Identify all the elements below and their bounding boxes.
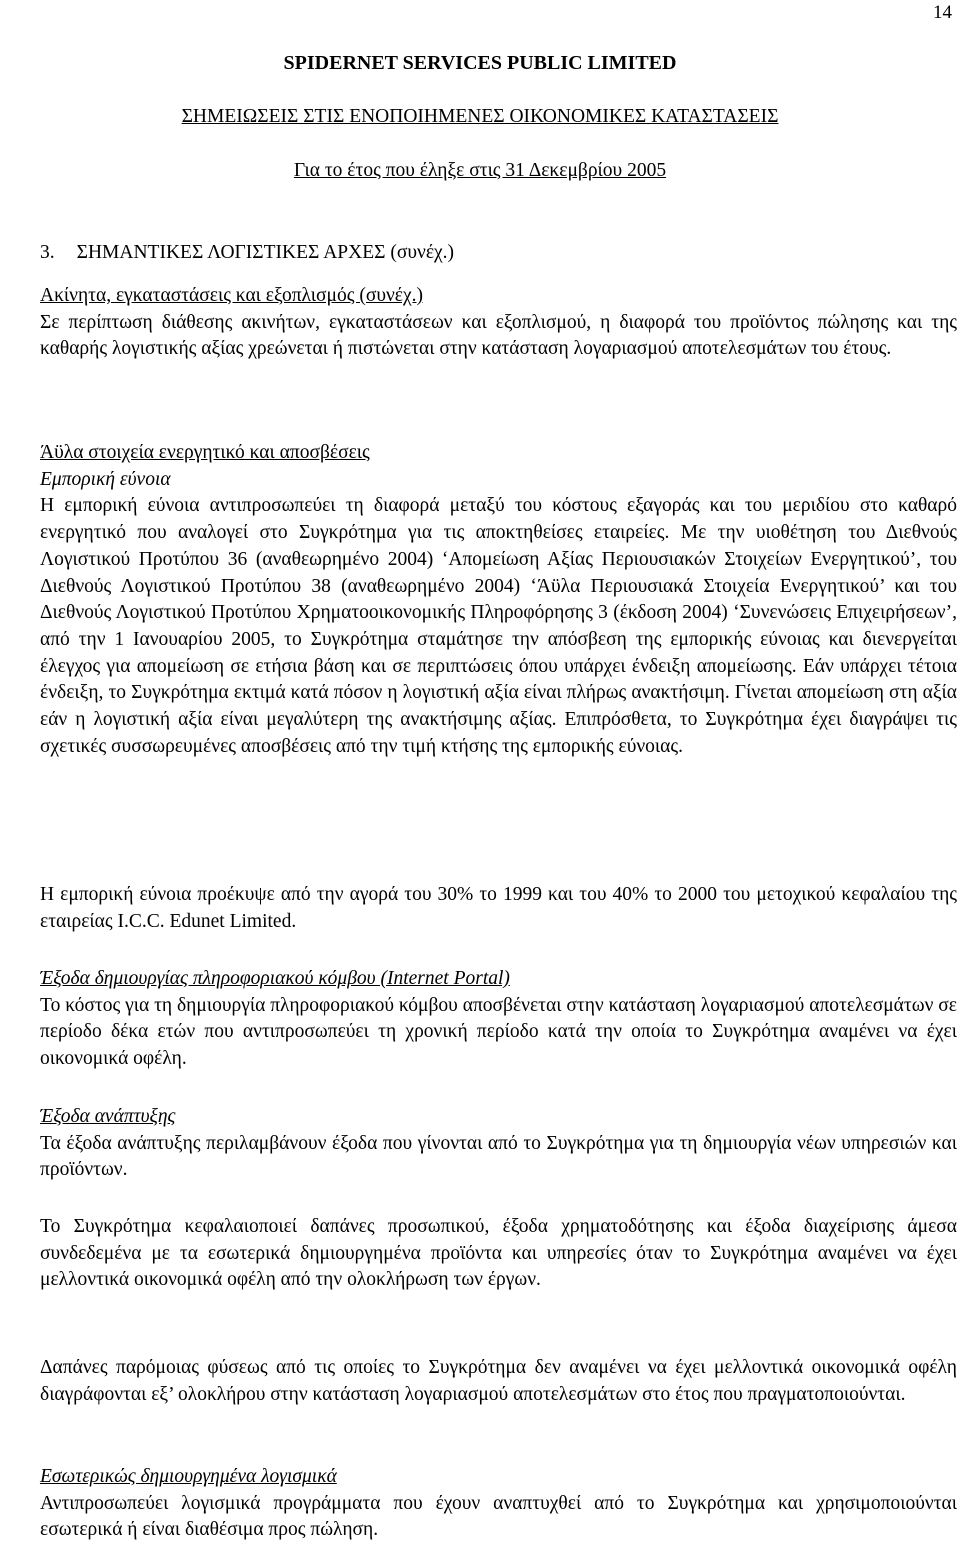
- portal-heading: Έξοδα δημιουργίας πληροφοριακού κόμβου (Internet Portal): [40, 968, 510, 989]
- development-heading: Έξοδα ανάπτυξης: [40, 1106, 176, 1127]
- development-text-1: Τα έξοδα ανάπτυξης περιλαμβάνουν έξοδα που γίνονται από το Συγκρότημα για τη δημιουργία νέων υπηρεσιών και προϊόντων.: [40, 1132, 957, 1181]
- fixed-assets-block: [40, 283, 957, 363]
- section-title: ΣΗΜΑΝΤΙΚΕΣ ΛΟΓΙΣΤΙΚΕΣ ΑΡΧΕΣ (συνέχ.): [76, 242, 455, 263]
- goodwill-origin-text: Η εμπορική εύνοια προέκυψε από την αγορά του 30% το 1999 και του 40% το 2000 του μετοχικού κεφαλαίου της εταιρείας I.C.C. Edunet Limited.: [40, 884, 957, 932]
- portal-text: Το κόστος για τη δημιουργία πληροφοριακού κόμβου αποσβένεται στην κατάσταση λογαριασμού αποτελεσμάτων σε περίοδο δέκα ετών που αντιπροσωπεύει τη χρονική περίοδο κατά την οποία το Συγκρότημα αναμένει να έχει οικονομικά οφέλη.: [40, 994, 957, 1070]
- development-text-2: Το Συγκρότημα κεφαλαιοποιεί δαπάνες προσωπικού, έξοδα χρηματοδότησης και έξοδα διαχείρισης άμεσα συνδεδεμένα με τα εσωτερικά δημιουργημένα προϊόντα και υπηρεσίες όταν το Συγκρότημα αναμένει να έχει μελλοντικά οικονομικά οφέλη από την ολοκλήρωση των έργων.: [40, 1216, 957, 1291]
- development-capitalisation-block: [40, 1214, 957, 1294]
- year-line: Για το έτος που έληξε στις 31 Δεκεμβρίου 2005: [293, 160, 667, 181]
- goodwill-text: Η εμπορική εύνοια αντιπροσωπεύει τη διαφορά μεταξύ του κόστους εξαγοράς και του μεριδίου στο καθαρό ενεργητικό που αναλογεί στο Συγκρότημα για τις αποκτηθείσες εταιρείες. Με την υιοθέτηση του Διεθνούς Λογιστικού Προτύπου 36 (αναθεωρημένο 2004) ‘Απομείωση Αξίας Περιουσιακών Στοιχείων Ενεργητικού’, του Διεθνούς Λογιστικού Προτύπου 38 (αναθεωρημένο 2004) ‘Άϋλα Περιουσιακά Στοιχεία Ενεργητικού’ και του Διεθνούς Λογιστικού Προτύπου Χρηματοοικονομικής Πληροφόρησης 3 (έκδοση 2004) ‘Συνενώσεις Επιχειρήσεων’, από την 1 Ιανουαρίου 2005, το Συγκρότημα σταμάτησε την απόσβεση της εμπορικής εύνοιας και διενεργείται έλεγχος για απομείωση σε ετήσια βάση και σε περιπτώσεις όπου υπάρχει ένδειξη απομείωσης. Εάν υπάρχει τέτοια ένδειξη, το Συγκρότημα εκτιμά κατά πόσον η λογιστική αξία είναι πλήρως ανακτήσιμη. Γίνεται απομείωση στη αξία εάν η λογιστική αξία είναι μεγαλύτερη της ανακτήσιμης αξίας. Επιπρόσθετα, το Συγκρότημα έχει διαγράψει τις σχετικές συσσωρευμένες αποσβέσεις από την τιμή κτήσης της εμπορικής εύνοιας.: [40, 495, 957, 757]
- goodwill-origin-block: [40, 882, 957, 935]
- company-name: SPIDERNET SERVICES PUBLIC LIMITED: [283, 52, 677, 74]
- software-heading: Εσωτερικώς δημιουργημένα λογισμικά: [40, 1466, 337, 1487]
- goodwill-subheading: Εμπορική εύνοια: [40, 468, 171, 490]
- development-expense-block: [40, 1355, 957, 1408]
- portal-block: [40, 966, 957, 1073]
- development-block: [40, 1104, 957, 1184]
- page-number: 14: [933, 2, 952, 23]
- notes-title: ΣΗΜΕΙΩΣΕΙΣ ΣΤΙΣ ΕΝΟΠΟΙΗΜΕΝΕΣ ΟΙΚΟΝΟΜΙΚΕΣ ΚΑΤΑΣΤΑΣΕΙΣ: [181, 106, 779, 127]
- fixed-assets-text: Σε περίπτωση διάθεσης ακινήτων, εγκαταστάσεων και εξοπλισμού, η διαφορά του προϊόντος πώλησης και της καθαρής λογιστικής αξίας χρεώνεται ή πιστώνεται στην κατάσταση λογαριασμού αποτελεσμάτων του έτους.: [40, 311, 957, 360]
- development-text-3: Δαπάνες παρόμοιας φύσεως από τις οποίες το Συγκρότημα δεν αναμένει να έχει μελλοντικά οικονομικά οφέλη διαγράφονται εξ’ ολοκλήρου στην κατάσταση λογαριασμού αποτελεσμάτων στο έτος που πραγματοποιούνται.: [40, 1357, 957, 1405]
- section-number: 3.: [40, 242, 55, 263]
- software-block: [40, 1464, 957, 1544]
- intangibles-block: [40, 440, 957, 760]
- fixed-assets-heading: Ακίνητα, εγκαταστάσεις και εξοπλισμός (συνέχ.): [40, 285, 424, 306]
- intangibles-heading: Άϋλα στοιχεία ενεργητικό και αποσβέσεις: [40, 442, 370, 463]
- section-heading: [40, 242, 454, 264]
- software-text: Αντιπροσωπεύει λογισμικά προγράμματα που έχουν αναπτυχθεί από το Συγκρότημα και χρησιμοποιούνται εσωτερικά ή είναι διαθέσιμα προς πώληση.: [40, 1492, 957, 1541]
